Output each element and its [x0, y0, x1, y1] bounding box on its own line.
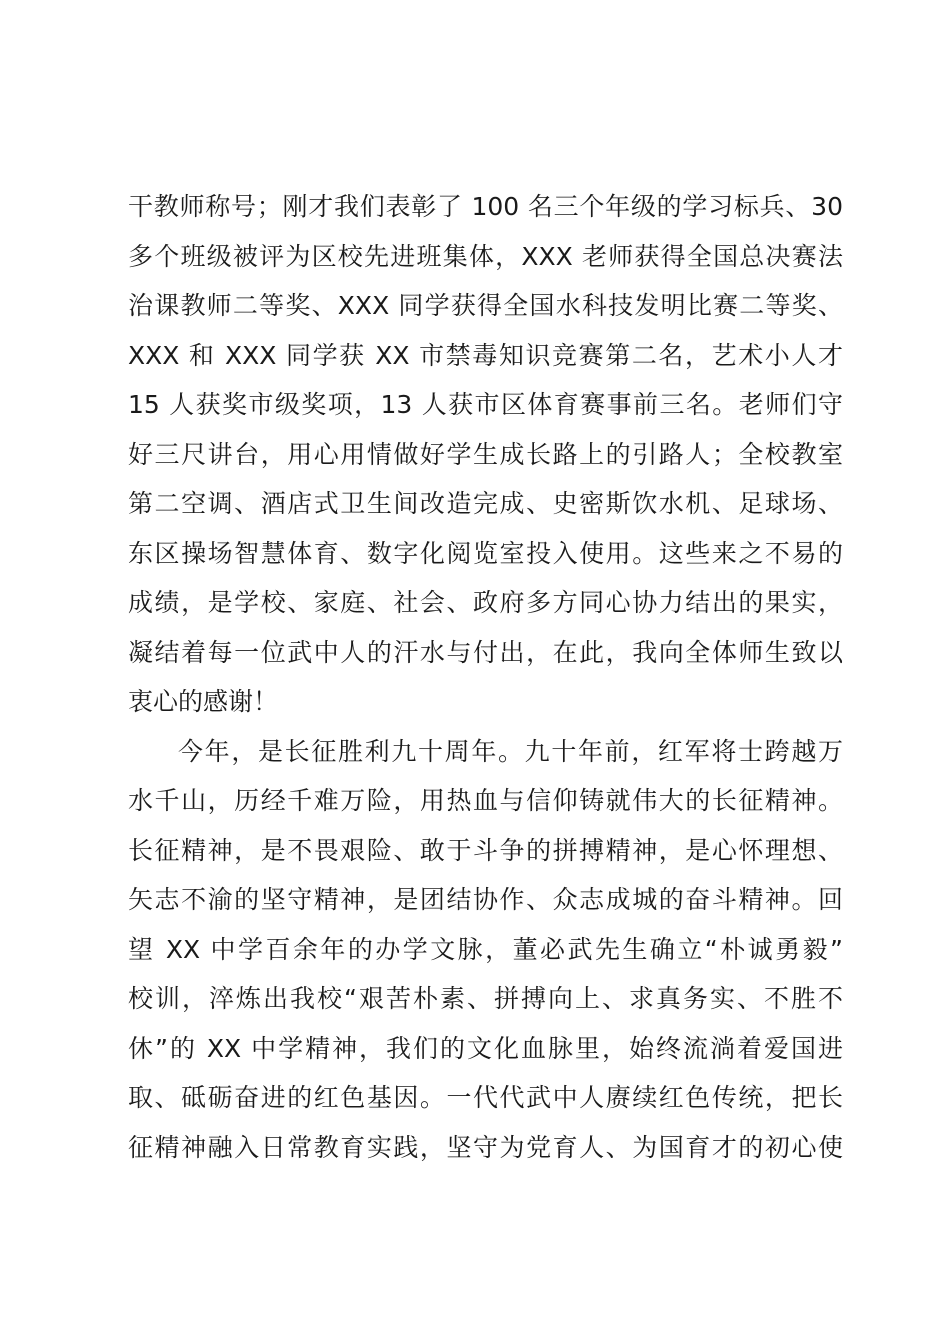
text-line: 好三尺讲台，用心用情做好学生成长路上的引路人；全校教室 [128, 439, 843, 469]
text-line: 15 人获奖市级奖项，13 人获市区体育赛事前三名。老师们守 [128, 390, 843, 419]
text-line: 东区操场智慧体育、数字化阅览室投入使用。这些来之不易的 [128, 538, 843, 568]
text-line: 第二空调、酒店式卫生间改造完成、史密斯饮水机、足球场、 [128, 489, 843, 518]
text-line: 长征精神，是不畏艰险、敢于斗争的拼搏精神，是心怀理想、 [128, 835, 843, 865]
text-line: 取、砥砺奋进的红色基因。一代代武中人赓续红色传统，把长 [128, 1083, 843, 1112]
text-line: 矢志不渝的坚守精神，是团结协作、众志成城的奋斗精神。回 [128, 885, 843, 914]
text-line: 治课教师二等奖、XXX 同学获得全国水科技发明比赛二等奖、 [128, 291, 843, 320]
text-line: 休”的 XX 中学精神，我们的文化血脉里，始终流淌着爱国进 [128, 1033, 843, 1063]
text-line: 成绩，是学校、家庭、社会、政府多方同心协力结出的果实， [128, 588, 843, 617]
text-line: 水千山，历经千难万险，用热血与信仰铸就伟大的长征精神。 [128, 786, 843, 815]
paragraph-first-line: 今年，是长征胜利九十周年。九十年前，红军将士跨越万 [178, 736, 843, 766]
text-line: 干教师称号；刚才我们表彰了 100 名三个年级的学习标兵、30 [128, 192, 843, 221]
text-line: 望 XX 中学百余年的办学文脉，董必武先生确立“朴诚勇毅” [128, 934, 843, 964]
text-line: 衷心的感谢！ [128, 687, 279, 716]
text-line: 校训，淬炼出我校“艰苦朴素、拼搏向上、求真务实、不胜不 [128, 984, 843, 1013]
text-line: 征精神融入日常教育实践，坚守为党育人、为国育才的初心使 [128, 1132, 843, 1162]
document-body [128, 182, 843, 1172]
text-line: 凝结着每一位武中人的汗水与付出，在此，我向全体师生致以 [128, 637, 843, 667]
text-line: XXX 和 XXX 同学获 XX 市禁毒知识竞赛第二名，艺术小人才 [128, 340, 843, 370]
text-line: 多个班级被评为区校先进班集体，XXX 老师获得全国总决赛法 [128, 241, 843, 271]
